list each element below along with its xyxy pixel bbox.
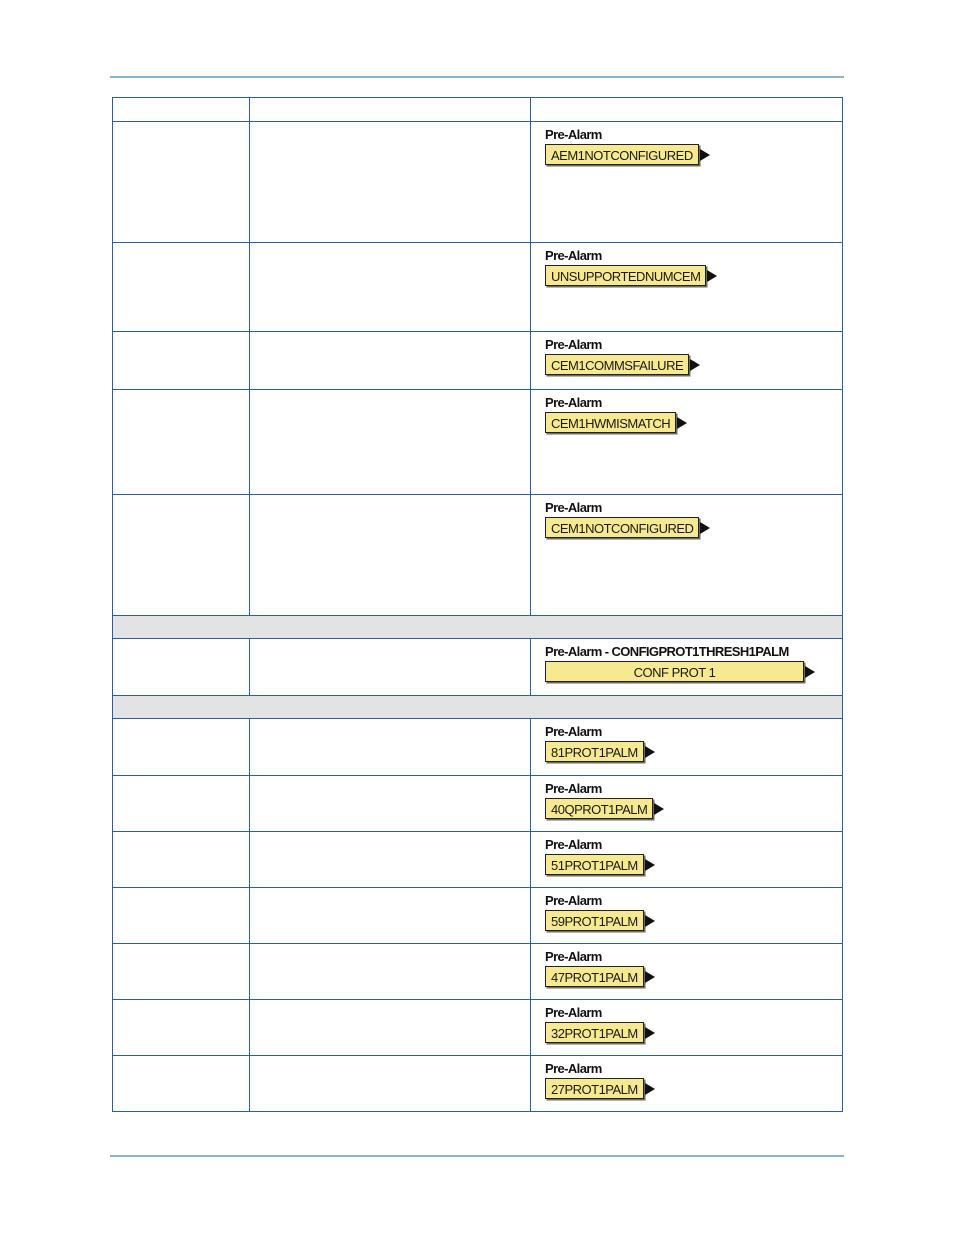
signal-box: UNSUPPORTEDNUMCEM: [545, 265, 706, 286]
description-cell: [250, 832, 531, 888]
logic-label: Pre-Alarm: [545, 500, 602, 515]
logic-element-cell: [531, 243, 843, 332]
logic-signal: [545, 1022, 655, 1043]
logic-element-cell: [531, 1056, 843, 1112]
output-arrow-icon: [645, 915, 655, 927]
name-cell: [113, 776, 250, 832]
name-cell: [113, 243, 250, 332]
logic-signal: [545, 741, 655, 762]
logic-signal: [545, 910, 655, 931]
logic-label: Pre-Alarm: [545, 724, 602, 739]
output-arrow-icon: [645, 746, 655, 758]
logic-signal: [545, 798, 664, 819]
logic-element-cell: [531, 332, 843, 390]
logic-signal: [545, 517, 710, 538]
description-cell: [250, 122, 531, 243]
signal-box: 40QPROT1PALM: [545, 798, 653, 819]
name-cell: [113, 1056, 250, 1112]
signal-box: CEM1NOTCONFIGURED: [545, 517, 699, 538]
logic-element-cell: [531, 888, 843, 944]
description-cell: [250, 495, 531, 616]
section-row: [113, 696, 843, 719]
name-cell: [113, 944, 250, 1000]
logic-signal: [545, 354, 700, 375]
signal-box: 47PROT1PALM: [545, 966, 644, 987]
description-cell: [250, 944, 531, 1000]
logic-element-cell: [531, 776, 843, 832]
section-row: [113, 616, 843, 639]
logic-label: Pre-Alarm: [545, 1061, 602, 1076]
logic-element-cell: [531, 832, 843, 888]
name-cell: [113, 832, 250, 888]
output-arrow-icon: [805, 666, 815, 678]
logic-label: Pre-Alarm: [545, 337, 602, 352]
logic-label: Pre-Alarm: [545, 127, 602, 142]
signal-box: 81PROT1PALM: [545, 741, 644, 762]
logic-label: Pre-Alarm: [545, 949, 602, 964]
header-cell-3: [531, 98, 843, 122]
table-header-row: [113, 98, 843, 122]
header-cell-2: [250, 98, 531, 122]
table-row: [113, 390, 843, 495]
logic-element-cell: [531, 639, 843, 696]
name-cell: [113, 122, 250, 243]
output-arrow-icon: [700, 522, 710, 534]
table-row: [113, 1000, 843, 1056]
table-row: [113, 832, 843, 888]
logic-signal: [545, 265, 717, 286]
logic-label: Pre-Alarm: [545, 248, 602, 263]
logic-label: Pre-Alarm: [545, 395, 602, 410]
description-cell: [250, 888, 531, 944]
output-arrow-icon: [707, 270, 717, 282]
table-row: [113, 639, 843, 696]
logic-signal: [545, 144, 710, 165]
logic-label: Pre-Alarm: [545, 893, 602, 908]
section-cell: [113, 616, 843, 639]
signal-box: 32PROT1PALM: [545, 1022, 644, 1043]
section-cell: [113, 696, 843, 719]
name-cell: [113, 639, 250, 696]
output-arrow-icon: [700, 149, 710, 161]
logic-element-cell: [531, 390, 843, 495]
alarm-table: [112, 97, 843, 1112]
logic-signal: [545, 966, 655, 987]
description-cell: [250, 1000, 531, 1056]
logic-signal: [545, 661, 815, 682]
logic-element-cell: [531, 944, 843, 1000]
logic-element-cell: [531, 122, 843, 243]
logic-signal: [545, 412, 687, 433]
header-rule: [110, 76, 844, 78]
name-cell: [113, 719, 250, 776]
output-arrow-icon: [645, 859, 655, 871]
table-row: [113, 888, 843, 944]
signal-box: CEM1HWMISMATCH: [545, 412, 676, 433]
logic-label: Pre-Alarm - CONFIGPROT1THRESH1PALM: [545, 644, 789, 659]
table-row: [113, 495, 843, 616]
output-arrow-icon: [654, 803, 664, 815]
logic-element-cell: [531, 1000, 843, 1056]
output-arrow-icon: [677, 417, 687, 429]
name-cell: [113, 495, 250, 616]
table-row: [113, 122, 843, 243]
name-cell: [113, 1000, 250, 1056]
footer-rule: [110, 1155, 844, 1157]
signal-box: 27PROT1PALM: [545, 1078, 644, 1099]
signal-box: CONF PROT 1: [545, 661, 804, 682]
logic-label: Pre-Alarm: [545, 1005, 602, 1020]
table-row: [113, 944, 843, 1000]
table-row: [113, 1056, 843, 1112]
logic-label: Pre-Alarm: [545, 837, 602, 852]
logic-element-cell: [531, 495, 843, 616]
output-arrow-icon: [645, 1083, 655, 1095]
logic-label: Pre-Alarm: [545, 781, 602, 796]
alarm-table-body: [113, 98, 843, 1112]
output-arrow-icon: [645, 1027, 655, 1039]
signal-box: 59PROT1PALM: [545, 910, 644, 931]
table-row: [113, 776, 843, 832]
name-cell: [113, 888, 250, 944]
table-row: [113, 719, 843, 776]
description-cell: [250, 719, 531, 776]
logic-signal: [545, 1078, 655, 1099]
signal-box: CEM1COMMSFAILURE: [545, 354, 689, 375]
description-cell: [250, 776, 531, 832]
name-cell: [113, 332, 250, 390]
output-arrow-icon: [690, 359, 700, 371]
description-cell: [250, 332, 531, 390]
header-cell-1: [113, 98, 250, 122]
logic-signal: [545, 854, 655, 875]
description-cell: [250, 390, 531, 495]
table-row: [113, 332, 843, 390]
logic-element-cell: [531, 719, 843, 776]
output-arrow-icon: [645, 971, 655, 983]
description-cell: [250, 1056, 531, 1112]
description-cell: [250, 639, 531, 696]
table-row: [113, 243, 843, 332]
name-cell: [113, 390, 250, 495]
signal-box: 51PROT1PALM: [545, 854, 644, 875]
signal-box: AEM1NOTCONFIGURED: [545, 144, 699, 165]
description-cell: [250, 243, 531, 332]
